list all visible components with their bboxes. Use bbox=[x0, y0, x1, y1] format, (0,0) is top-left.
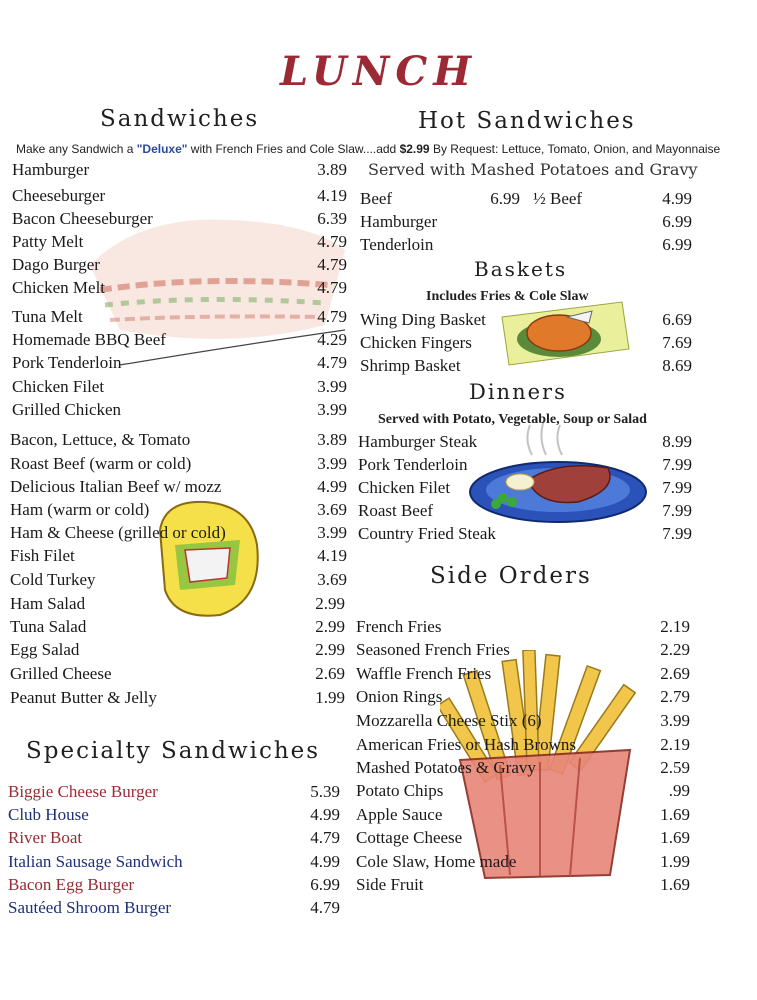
deluxe-note-prefix: Make any Sandwich a bbox=[16, 142, 137, 156]
basket-price: 8.69 bbox=[662, 356, 692, 375]
side-price: 3.99 bbox=[660, 711, 690, 730]
specialty-item: Bacon Egg Burger bbox=[8, 875, 135, 894]
sandwich-price: 4.79 bbox=[317, 278, 347, 297]
basket-item: Chicken Fingers bbox=[360, 333, 472, 352]
dinners-heading: Dinners bbox=[469, 380, 567, 404]
side-price: .99 bbox=[668, 781, 690, 800]
side-item: Cole Slaw, Home made bbox=[356, 852, 517, 871]
specialty-heading: Specialty Sandwiches bbox=[26, 738, 321, 764]
side-item: American Fries or Hash Browns bbox=[356, 735, 577, 754]
dinner-item: Chicken Filet bbox=[358, 478, 451, 497]
sandwich-price: 4.19 bbox=[317, 186, 347, 205]
sandwich-item: Bacon, Lettuce, & Tomato bbox=[10, 430, 191, 449]
side-item: Apple Sauce bbox=[356, 805, 443, 824]
side-price: 1.69 bbox=[660, 875, 690, 894]
side-price: 1.69 bbox=[660, 828, 690, 847]
sandwich-price: 3.99 bbox=[317, 377, 347, 396]
sandwich-price: 2.99 bbox=[315, 640, 345, 659]
basket-price: 7.69 bbox=[662, 333, 692, 352]
sandwich-price: 3.99 bbox=[317, 523, 347, 542]
specialty-price: 4.79 bbox=[310, 828, 340, 847]
basket-price: 6.69 bbox=[662, 310, 692, 329]
sandwich-price: 4.79 bbox=[317, 255, 347, 274]
dinner-price: 7.99 bbox=[662, 455, 692, 474]
sandwich-item: Dago Burger bbox=[12, 255, 100, 274]
hot-item: Tenderloin bbox=[360, 235, 434, 254]
dinner-price: 8.99 bbox=[662, 432, 692, 451]
dinners-subtitle: Served with Potato, Vegetable, Soup or Salad bbox=[378, 412, 647, 427]
sandwich-price: 4.79 bbox=[317, 307, 347, 326]
side-price: 2.69 bbox=[660, 664, 690, 683]
side-price: 2.29 bbox=[660, 640, 690, 659]
specialty-item: Club House bbox=[8, 805, 89, 824]
sandwich-price: 3.99 bbox=[317, 454, 347, 473]
sandwich-item: Ham Salad bbox=[10, 594, 86, 613]
sandwich-item: Pork Tenderloin bbox=[12, 353, 122, 372]
sandwich-item: Hamburger bbox=[12, 160, 90, 179]
deluxe-note bbox=[16, 142, 720, 156]
sandwich-item: Bacon Cheeseburger bbox=[12, 209, 153, 228]
side-orders-heading: Side Orders bbox=[430, 563, 592, 589]
sandwich-item: Homemade BBQ Beef bbox=[12, 330, 166, 349]
dinner-price: 7.99 bbox=[662, 524, 692, 543]
deluxe-note-mid: with French Fries and Cole Slaw....add bbox=[187, 142, 400, 156]
specialty-item: River Boat bbox=[8, 828, 83, 847]
side-item: Waffle French Fries bbox=[356, 664, 492, 683]
basket-item: Wing Ding Basket bbox=[360, 310, 486, 329]
sandwich-item: Fish Filet bbox=[10, 546, 75, 565]
dinner-price: 7.99 bbox=[662, 501, 692, 520]
sandwich-item: Peanut Butter & Jelly bbox=[10, 688, 157, 707]
hot-price: 6.99 bbox=[662, 235, 692, 254]
sandwich-item: Delicious Italian Beef w/ mozz bbox=[10, 477, 222, 496]
specialty-item: Italian Sausage Sandwich bbox=[8, 852, 183, 871]
specialty-price: 6.99 bbox=[310, 875, 340, 894]
specialty-price: 4.99 bbox=[310, 852, 340, 871]
side-price: 2.79 bbox=[660, 687, 690, 706]
dinner-item: Country Fried Steak bbox=[358, 524, 496, 543]
side-price: 2.19 bbox=[660, 735, 690, 754]
specialty-price: 4.99 bbox=[310, 805, 340, 824]
sandwich-item: Tuna Melt bbox=[12, 307, 83, 326]
side-item: Side Fruit bbox=[356, 875, 424, 894]
specialty-price: 4.79 bbox=[310, 898, 340, 917]
dinner-item: Pork Tenderloin bbox=[358, 455, 468, 474]
side-item: Onion Rings bbox=[356, 687, 443, 706]
hot-sandwiches-heading: Hot Sandwiches bbox=[418, 108, 636, 134]
side-item: Mashed Potatoes & Gravy bbox=[356, 758, 536, 777]
dinner-item: Roast Beef bbox=[358, 501, 434, 520]
sandwich-item: Cheeseburger bbox=[12, 186, 106, 205]
side-item: Potato Chips bbox=[356, 781, 444, 800]
sandwich-item: Ham (warm or cold) bbox=[10, 500, 150, 519]
side-item: French Fries bbox=[356, 617, 442, 636]
baskets-subtitle: Includes Fries & Cole Slaw bbox=[426, 289, 589, 304]
specialty-price: 5.39 bbox=[310, 782, 340, 801]
sandwich-price: 1.99 bbox=[315, 688, 345, 707]
sandwich-price: 2.69 bbox=[315, 664, 345, 683]
sandwich-price: 4.29 bbox=[317, 330, 347, 349]
sandwich-item: Roast Beef (warm or cold) bbox=[10, 454, 192, 473]
hot-item: Hamburger bbox=[360, 212, 438, 231]
hot-price-half-beef: 4.99 bbox=[662, 189, 692, 208]
side-price: 2.59 bbox=[660, 758, 690, 777]
side-price: 1.69 bbox=[660, 805, 690, 824]
deluxe-note-suffix: By Request: Lettuce, Tomato, Onion, and Mayonnaise bbox=[429, 142, 721, 156]
deluxe-highlight: "Deluxe" bbox=[136, 142, 188, 156]
sandwich-price: 6.39 bbox=[317, 209, 347, 228]
dinner-price: 7.99 bbox=[662, 478, 692, 497]
sandwich-price: 4.99 bbox=[317, 477, 347, 496]
wrap-sandwich-illustration bbox=[145, 490, 270, 625]
sandwiches-heading: Sandwiches bbox=[100, 106, 260, 132]
hot-item-half-beef: ½ Beef bbox=[533, 189, 583, 208]
sandwich-item: Egg Salad bbox=[10, 640, 80, 659]
sandwich-price: 3.69 bbox=[317, 500, 347, 519]
sandwich-price: 2.99 bbox=[315, 617, 345, 636]
side-item: Mozzarella Cheese Stix (6) bbox=[356, 711, 542, 730]
sandwich-price: 3.89 bbox=[317, 160, 347, 179]
sandwich-item: Chicken Melt bbox=[12, 278, 106, 297]
side-price: 1.99 bbox=[660, 852, 690, 871]
sandwich-item: Grilled Chicken bbox=[12, 400, 122, 419]
specialty-item: Biggie Cheese Burger bbox=[8, 782, 158, 801]
hot-item-beef: Beef bbox=[360, 189, 393, 208]
dinner-item: Hamburger Steak bbox=[358, 432, 478, 451]
side-item: Cottage Cheese bbox=[356, 828, 463, 847]
sandwich-price: 4.19 bbox=[317, 546, 347, 565]
chicken-basket-illustration bbox=[497, 297, 632, 369]
basket-item: Shrimp Basket bbox=[360, 356, 461, 375]
hot-price: 6.99 bbox=[662, 212, 692, 231]
sandwich-price: 4.79 bbox=[317, 353, 347, 372]
sandwich-item: Patty Melt bbox=[12, 232, 84, 251]
sandwich-item: Ham & Cheese (grilled or cold) bbox=[10, 523, 226, 542]
side-price: 2.19 bbox=[660, 617, 690, 636]
steak-plate-illustration bbox=[468, 420, 648, 525]
deluxe-price: $2.99 bbox=[399, 142, 430, 156]
sandwich-price: 3.69 bbox=[317, 570, 347, 589]
hot-subtitle: Served with Mashed Potatoes and Gravy bbox=[368, 160, 698, 179]
side-item: Seasoned French Fries bbox=[356, 640, 510, 659]
sandwich-item: Chicken Filet bbox=[12, 377, 105, 396]
specialty-item: Sautéed Shroom Burger bbox=[8, 898, 172, 917]
menu-title: LUNCH bbox=[279, 48, 477, 95]
sandwich-item: Cold Turkey bbox=[10, 570, 96, 589]
sandwich-price: 3.99 bbox=[317, 400, 347, 419]
sandwich-price: 3.89 bbox=[317, 430, 347, 449]
sandwich-item: Grilled Cheese bbox=[10, 664, 112, 683]
sandwich-price: 2.99 bbox=[315, 594, 345, 613]
sandwich-price: 4.79 bbox=[317, 232, 347, 251]
baskets-heading: Baskets bbox=[474, 257, 568, 281]
sandwich-item: Tuna Salad bbox=[10, 617, 87, 636]
hot-price-beef: 6.99 bbox=[490, 189, 520, 208]
